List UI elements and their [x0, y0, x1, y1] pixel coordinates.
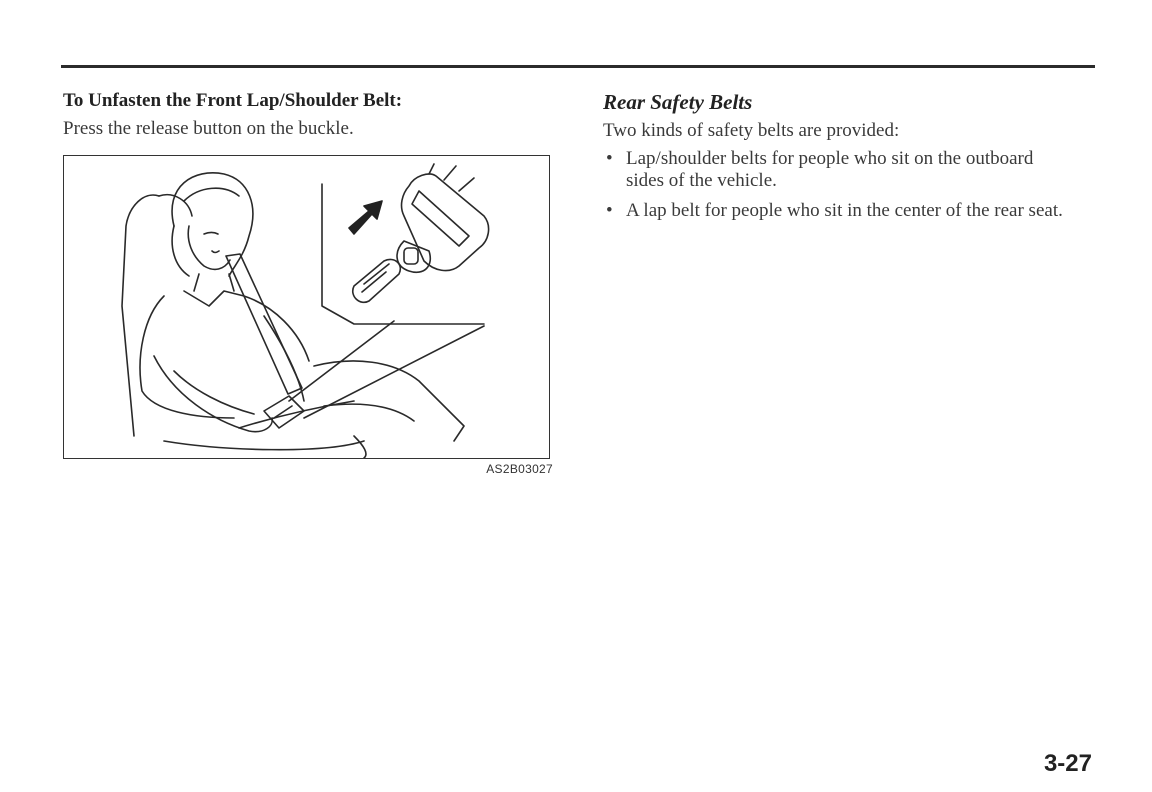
- bullet-icon: •: [606, 148, 613, 169]
- page-number: 3-27: [1043, 750, 1092, 777]
- list-item: [603, 200, 1073, 222]
- inset-frame: [322, 184, 484, 324]
- latch-plate: [402, 174, 489, 271]
- collar: [184, 291, 244, 306]
- list-item-text: A lap belt for people who sit in the center of the rear seat.: [626, 200, 1063, 221]
- unfasten-instruction: Press the release button on the buckle.: [63, 118, 354, 139]
- unfasten-heading: To Unfasten the Front Lap/Shoulder Belt:: [63, 90, 403, 111]
- top-rule: [61, 65, 1095, 68]
- rear-belts-intro: Two kinds of safety belts are provided:: [603, 120, 900, 141]
- right-arm: [264, 316, 304, 401]
- seat-cushion: [164, 441, 364, 450]
- list-item: [603, 148, 1073, 192]
- shoulder-belt: [226, 254, 302, 394]
- right-column: [603, 90, 1073, 230]
- seat-back: [122, 195, 159, 436]
- belt-release-illustration: [63, 155, 550, 459]
- figure-code: AS2B03027: [486, 462, 553, 476]
- list-item-text: Lap/shoulder belts for people who sit on the outboard sides of the vehicle.: [626, 148, 1034, 191]
- release-arrow-icon: [349, 201, 382, 234]
- callout-leader: [289, 321, 484, 418]
- rear-belts-list: [603, 148, 1073, 222]
- rear-belts-heading: Rear Safety Belts: [603, 90, 753, 114]
- left-column: [63, 90, 553, 140]
- left-arm: [154, 356, 272, 432]
- bullet-icon: •: [606, 200, 613, 221]
